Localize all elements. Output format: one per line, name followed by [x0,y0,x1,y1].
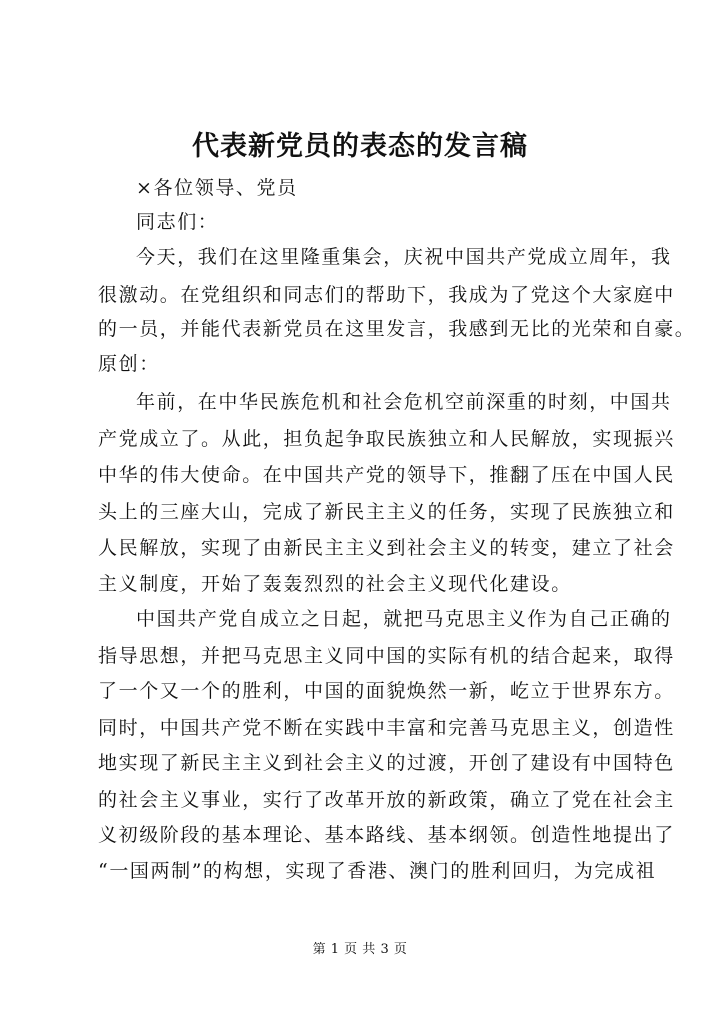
document-title: 代表新党员的表态的发言稿 [192,131,528,162]
text-line: 的一员，并能代表新党员在这里发言，我感到无比的光荣和自豪。 [98,318,696,340]
text-line: 头上的三座大山，完成了新民主主义的任务，实现了民族独立和 [98,501,675,523]
text-line: 同时，中国共产党不断在实践中丰富和完善马克思主义，创造性 [98,717,675,739]
text-line: 原创： [98,353,160,375]
text-line: 年前，在中华民族危机和社会危机空前深重的时刻，中国共 [136,391,672,413]
text-line: 中华的伟大使命。在中国共产党的领导下，推翻了压在中国人民 [98,464,675,486]
page-footer: 第 1 页 共 3 页 [312,942,408,957]
text-line: 产党成立了。从此，担负起争取民族独立和人民解放，实现振兴 [98,428,675,450]
text-line: 了一个又一个的胜利，中国的面貌焕然一新，屹立于世界东方。 [98,680,675,702]
text-line: 很激动。在党组织和同志们的帮助下，我成为了党这个大家庭中 [98,284,675,306]
salutation-comrades: 同志们： [136,211,219,233]
text-line: 主义制度，开始了轰轰烈烈的社会主义现代化建设。 [98,573,572,595]
text-line: “一国两制”的构想，实现了香港、澳门的胜利回归，为完成祖 [98,860,657,882]
text-line: 中国共产党自成立之日起，就把马克思主义作为自己正确的 [136,608,672,630]
text-line: 地实现了新民主主义到社会主义的过渡，开创了建设有中国特色 [98,752,675,774]
text-line: 的社会主义事业，实行了改革开放的新政策，确立了党在社会主 [98,789,675,811]
text-line: 今天，我们在这里隆重集会，庆祝中国共产党成立周年，我 [136,246,672,268]
salutation-leaders: ×各位领导、党员 [136,177,298,199]
text-line: 义初级阶段的基本理论、基本路线、基本纲领。创造性地提出了 [98,824,675,846]
text-line: 指导思想，并把马克思主义同中国的实际有机的结合起来，取得 [98,645,675,667]
text-line: 人民解放，实现了由新民主主义到社会主义的转变，建立了社会 [98,537,675,559]
